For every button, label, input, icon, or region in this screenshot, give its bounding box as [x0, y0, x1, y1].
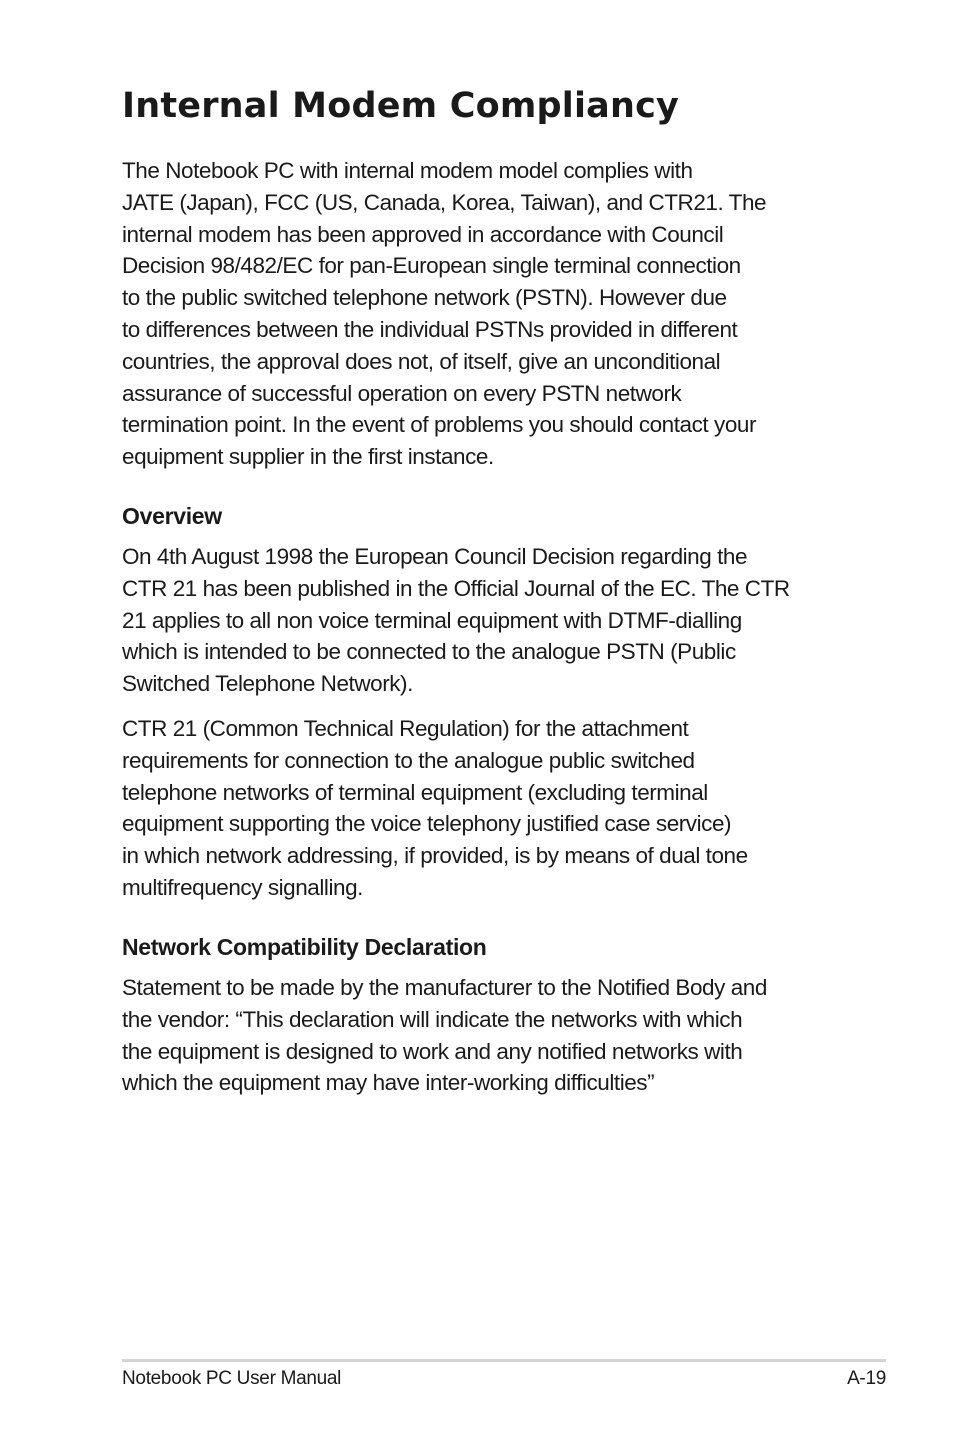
overview-line: which is intended to be connected to the analogue PSTN (Public: [122, 639, 736, 665]
intro-line: to differences between the individual PSTNs provided in different: [122, 316, 738, 342]
overview-paragraph: [122, 541, 790, 700]
page-number: A-19: [847, 1368, 886, 1389]
ctr21-line: equipment supporting the voice telephony justified case service): [122, 811, 732, 837]
footer-manual-title: Notebook PC User Manual: [122, 1368, 342, 1389]
declaration-line: Statement to be made by the manufacturer to the Notified Body and: [122, 975, 767, 1000]
footer-divider: [122, 1359, 886, 1362]
ctr21-line: requirements for connection to the analogue public switched: [122, 747, 695, 773]
intro-paragraph: [122, 155, 766, 473]
intro-line: termination point. In the event of problems you should contact your: [122, 412, 756, 438]
intro-line: Decision 98/482/EC for pan-European single terminal connection: [122, 253, 741, 279]
ctr21-line: in which network addressing, if provided, is by means of dual tone: [122, 843, 748, 869]
ctr21-line: CTR 21 (Common Technical Regulation) for the attachment: [122, 716, 689, 741]
intro-line: internal modem has been approved in accordance with Council: [122, 221, 724, 247]
intro-line: JATE (Japan), FCC (US, Canada, Korea, Taiwan), and CTR21. The: [122, 189, 767, 215]
declaration-paragraph: [122, 972, 767, 1099]
overview-heading: Overview: [122, 503, 222, 529]
declaration-line: the equipment is designed to work and any notified networks with: [122, 1038, 743, 1064]
declaration-line: the vendor: “This declaration will indicate the networks with which: [122, 1006, 743, 1032]
ctr21-paragraph: [122, 713, 748, 904]
intro-line: equipment supplier in the first instance.: [122, 444, 494, 470]
overview-line: On 4th August 1998 the European Council Decision regarding the: [122, 544, 748, 569]
page-title: Internal Modem Compliancy: [122, 86, 680, 126]
intro-line: The Notebook PC with internal modem model complies with: [122, 158, 693, 183]
intro-line: countries, the approval does not, of itself, give an unconditional: [122, 348, 721, 374]
intro-line: assurance of successful operation on every PSTN network: [122, 380, 682, 406]
declaration-heading: Network Compatibility Declaration: [122, 934, 487, 960]
overview-line: 21 applies to all non voice terminal equipment with DTMF-dialling: [122, 607, 742, 633]
declaration-line: which the equipment may have inter-working difficulties”: [122, 1070, 655, 1096]
ctr21-line: telephone networks of terminal equipment (excluding terminal: [122, 779, 708, 805]
intro-line: to the public switched telephone network (PSTN). However due: [122, 285, 727, 311]
overview-line: Switched Telephone Network).: [122, 671, 413, 697]
ctr21-line: multifrequency signalling.: [122, 874, 363, 900]
overview-line: CTR 21 has been published in the Official Journal of the EC. The CTR: [122, 575, 790, 601]
